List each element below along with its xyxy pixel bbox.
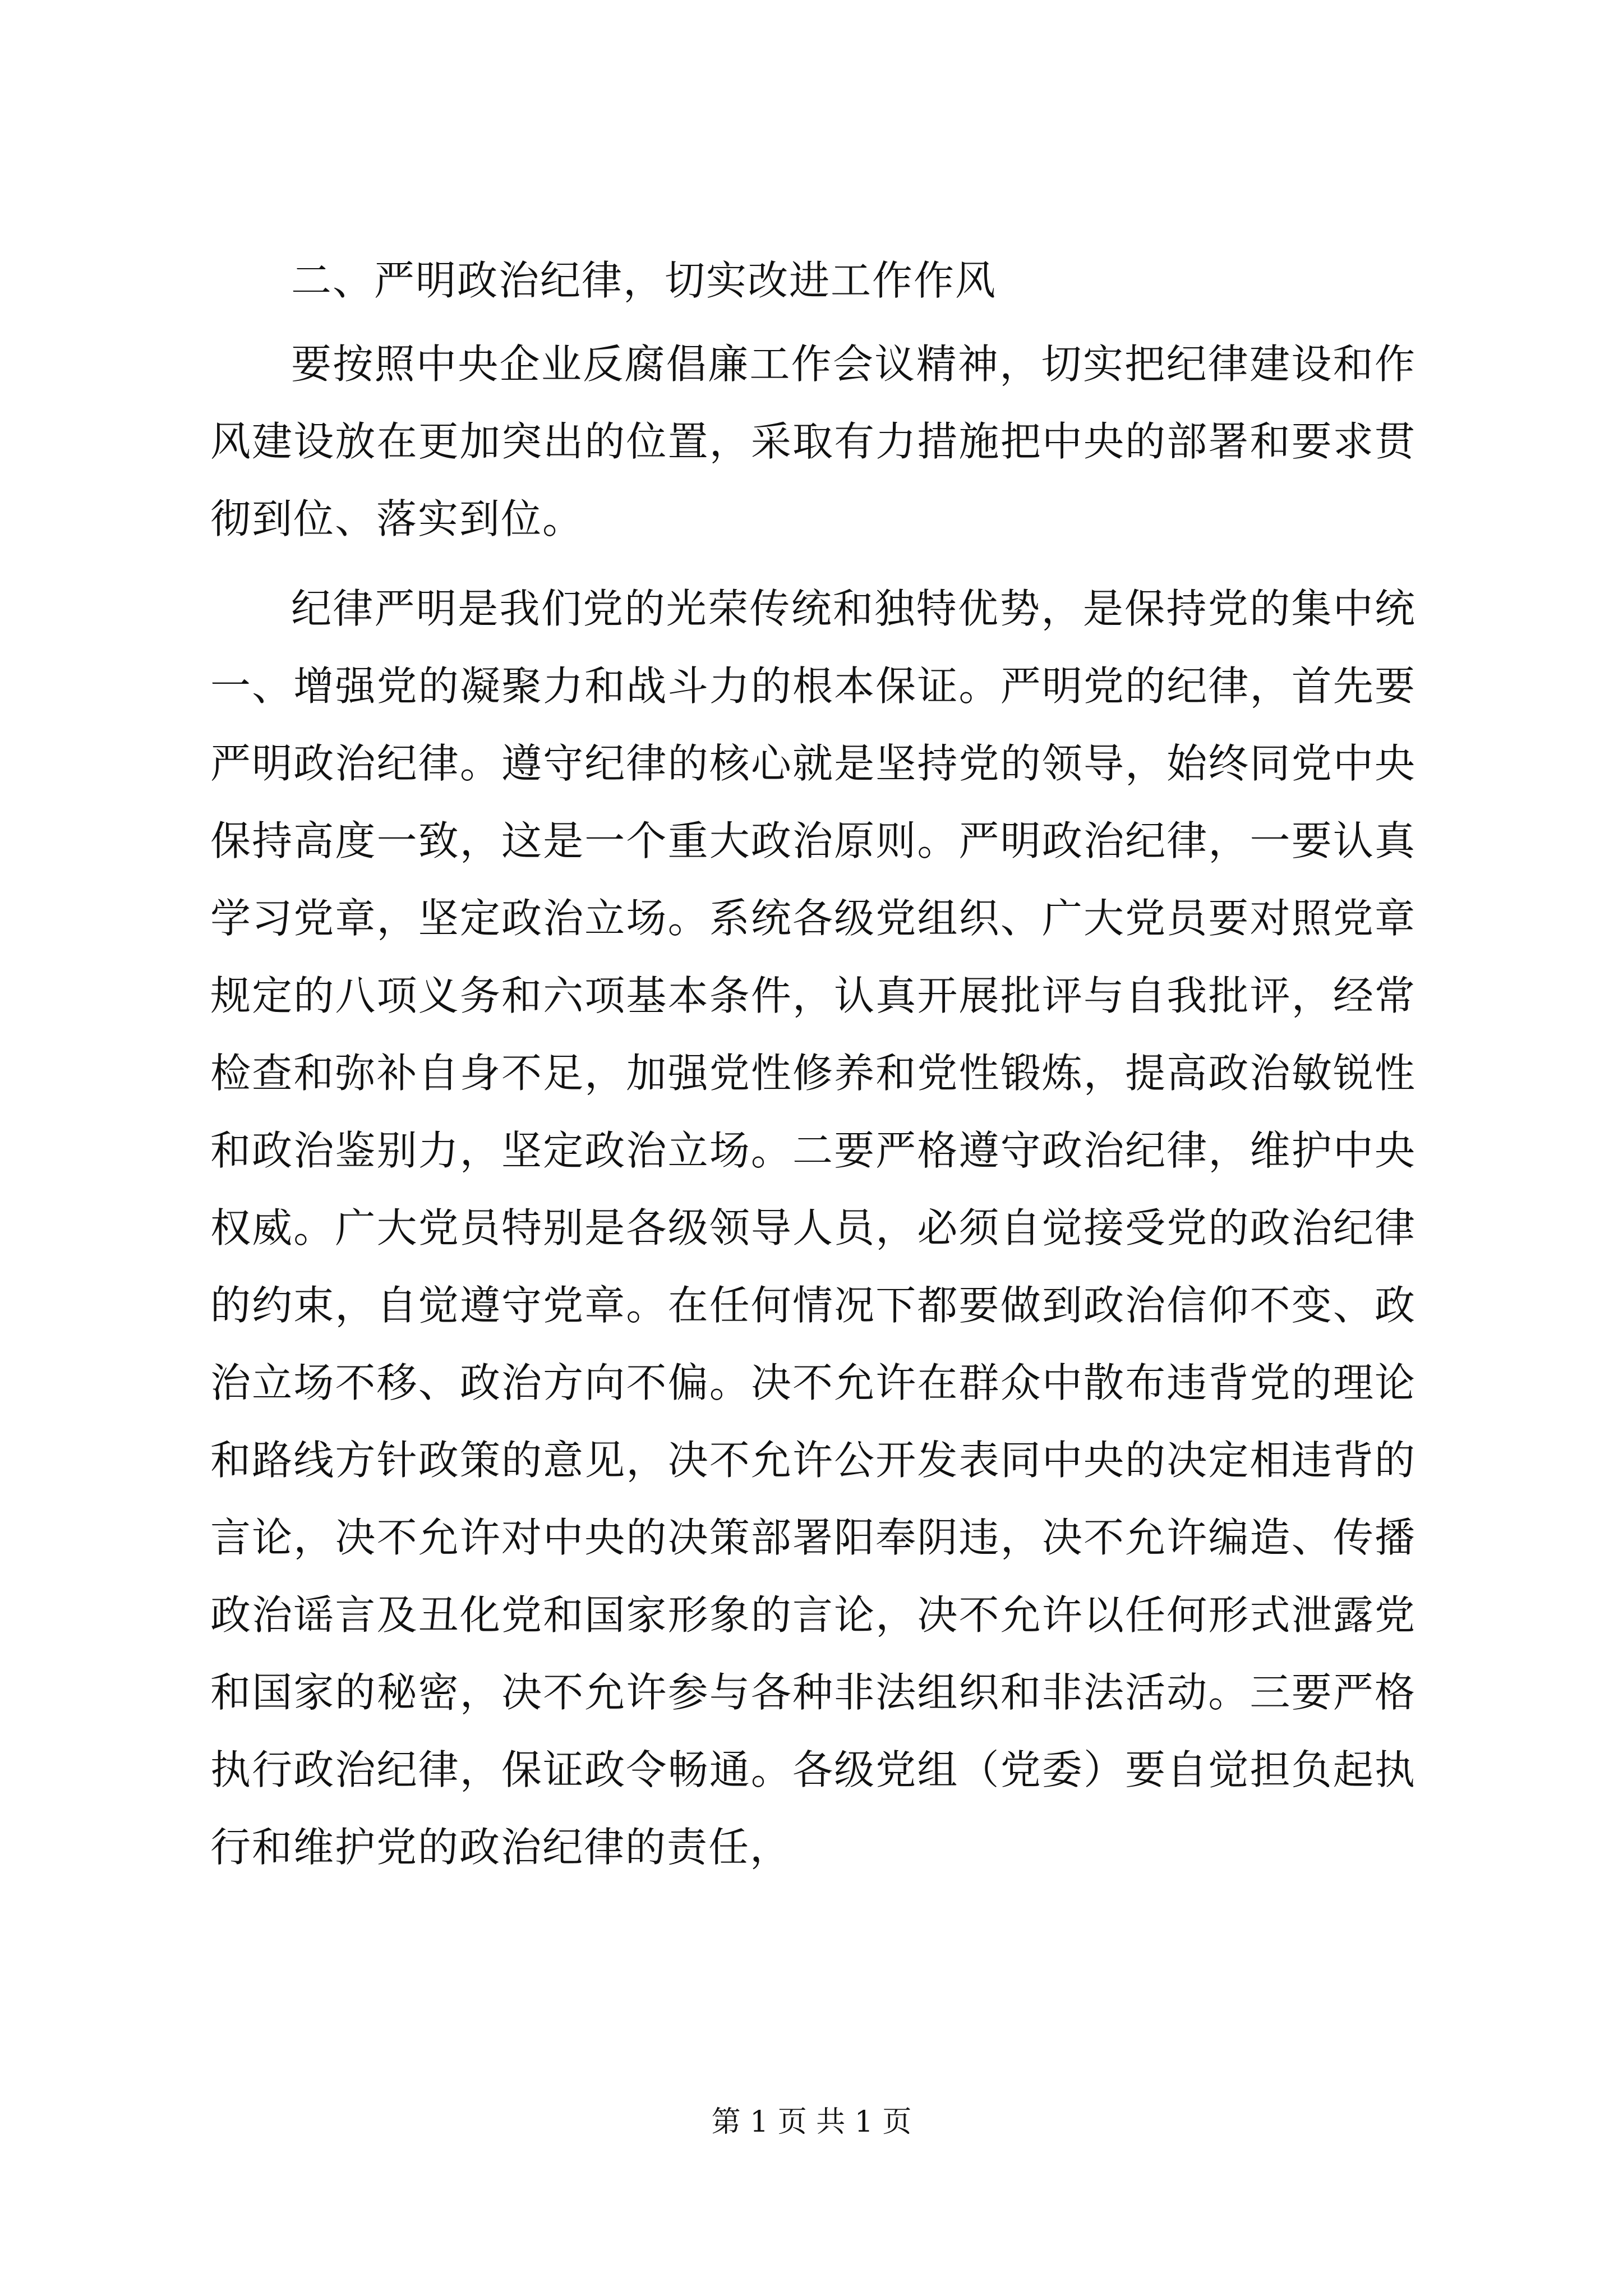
- page-footer: 第 1 页 共 1 页: [711, 2105, 912, 2139]
- paragraph-intro: 要按照中央企业反腐倡廉工作会议精神，切实把纪律建设和作风建设放在更加突出的位置，采取有力措施把中央的部署和要求贯彻到位、落实到位。: [210, 341, 1416, 542]
- document-body: [210, 247, 1416, 1898]
- paragraph-discipline: 纪律严明是我们党的光荣传统和独特优势，是保持党的集中统一、增强党的凝聚力和战斗力的根本保证。严明党的纪律，首先要严明政治纪律。遵守纪律的核心就是坚持党的领导，始终同党中央保持高度一致，这是一个重大政治原则。严明政治纪律，一要认真学习党章，坚定政治立场。系统各级党组织、广大党员要对照党章规定的八项义务和六项基本条件，认真开展批评与自我批评，经常检查和弥补自身不足，加强党性修养和党性锻炼，提高政治敏锐性和政治鉴别力，坚定政治立场。二要严格遵守政治纪律，维护中央权威。广大党员特别是各级领导人员，必须自觉接受党的政治纪律的约束，自觉遵守党章。在任何情况下都要做到政治信仰不变、政治立场不移、政治方向不偏。决不允许在群众中散布违背党的理论和路线方针政策的意见，决不允许公开发表同中央的决定相违背的言论，决不允许对中央的决策部署阳奉阴违，决不允许编造、传播政治谣言及丑化党和国家形象的言论，决不允许以任何形式泄露党和国家的秘密，决不允许参与各种非法组织和非法活动。三要严格执行政治纪律，保证政令畅通。各级党组（党委）要自觉担负起执行和维护党的政治纪律的责任，: [210, 585, 1416, 1871]
- section-heading: 二、严明政治纪律，切实改进工作作风: [291, 257, 997, 304]
